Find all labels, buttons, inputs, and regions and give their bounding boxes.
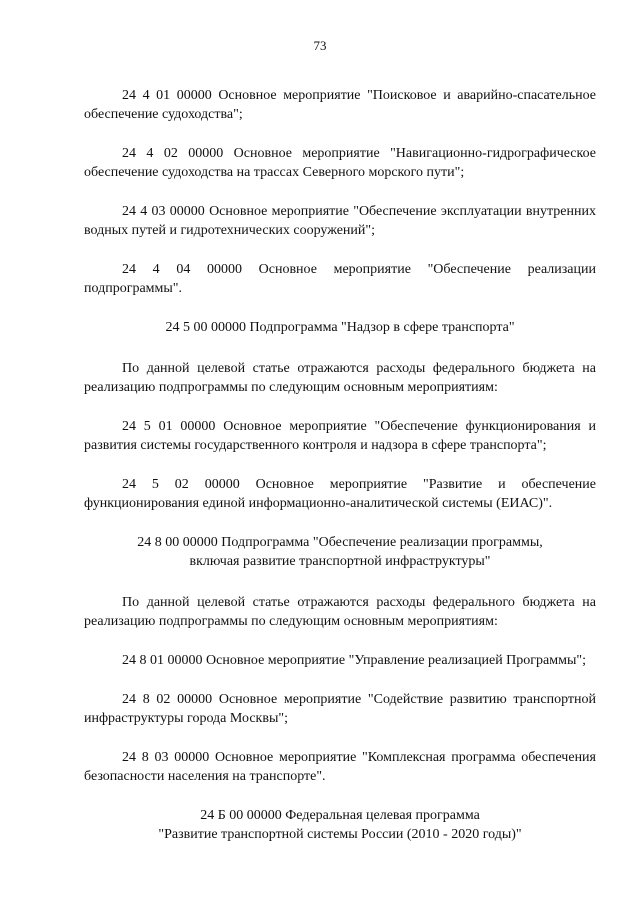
paragraph-24-4-04: 24 4 04 00000 Основное мероприятие "Обеспечение реализации подпрограммы". <box>84 262 596 296</box>
heading-line: 24 5 00 00000 Подпрограмма "Надзор в сфере транспорта" <box>165 320 515 335</box>
heading-24-8-subprogram <box>84 533 596 571</box>
paragraph-24-4-01: 24 4 01 00000 Основное мероприятие "Поисковое и аварийно-спасательное обеспечение судоходства"; <box>84 88 596 122</box>
heading-24-b-federal-program <box>84 806 596 844</box>
heading-line: 24 Б 00 00000 Федеральная целевая программа <box>200 808 480 823</box>
document-body <box>84 86 596 866</box>
paragraph-24-5-01: 24 5 01 00000 Основное мероприятие "Обеспечение функционирования и развития системы государственного контроля и надзора в сфере транспорта"; <box>84 419 596 453</box>
paragraph-24-5-02: 24 5 02 00000 Основное мероприятие "Развитие и обеспечение функционирования единой информационно-аналитической системы (ЕИАС)". <box>84 477 596 511</box>
heading-line: 24 8 00 00000 Подпрограмма "Обеспечение реализации программы, <box>137 535 543 550</box>
paragraph-24-4-02: 24 4 02 00000 Основное мероприятие "Навигационно-гидрографическое обеспечение судоходства на трассах Северного морского пути"; <box>84 146 596 180</box>
heading-line: включая развитие транспортной инфраструктуры" <box>189 554 491 569</box>
paragraph-24-8-02: 24 8 02 00000 Основное мероприятие "Содействие развитию транспортной инфраструктуры города Москвы"; <box>84 692 596 726</box>
heading-line: "Развитие транспортной системы России (2010 - 2020 годы)" <box>158 827 522 842</box>
heading-24-5-subprogram <box>84 318 596 337</box>
paragraph-24-8-03: 24 8 03 00000 Основное мероприятие "Комплексная программа обеспечения безопасности населения на транспорте". <box>84 750 596 784</box>
page-number: 73 <box>313 38 327 53</box>
paragraph-24-4-03: 24 4 03 00000 Основное мероприятие "Обеспечение эксплуатации внутренних водных путей и гидротехнических сооружений"; <box>84 204 596 238</box>
paragraph-24-5-intro: По данной целевой статье отражаются расходы федерального бюджета на реализацию подпрограммы по следующим основным мероприятиям: <box>84 361 596 395</box>
paragraph-24-8-01: 24 8 01 00000 Основное мероприятие "Управление реализацией Программы"; <box>122 653 586 668</box>
paragraph-24-8-intro: По данной целевой статье отражаются расходы федерального бюджета на реализацию подпрограммы по следующим основным мероприятиям: <box>84 595 596 629</box>
